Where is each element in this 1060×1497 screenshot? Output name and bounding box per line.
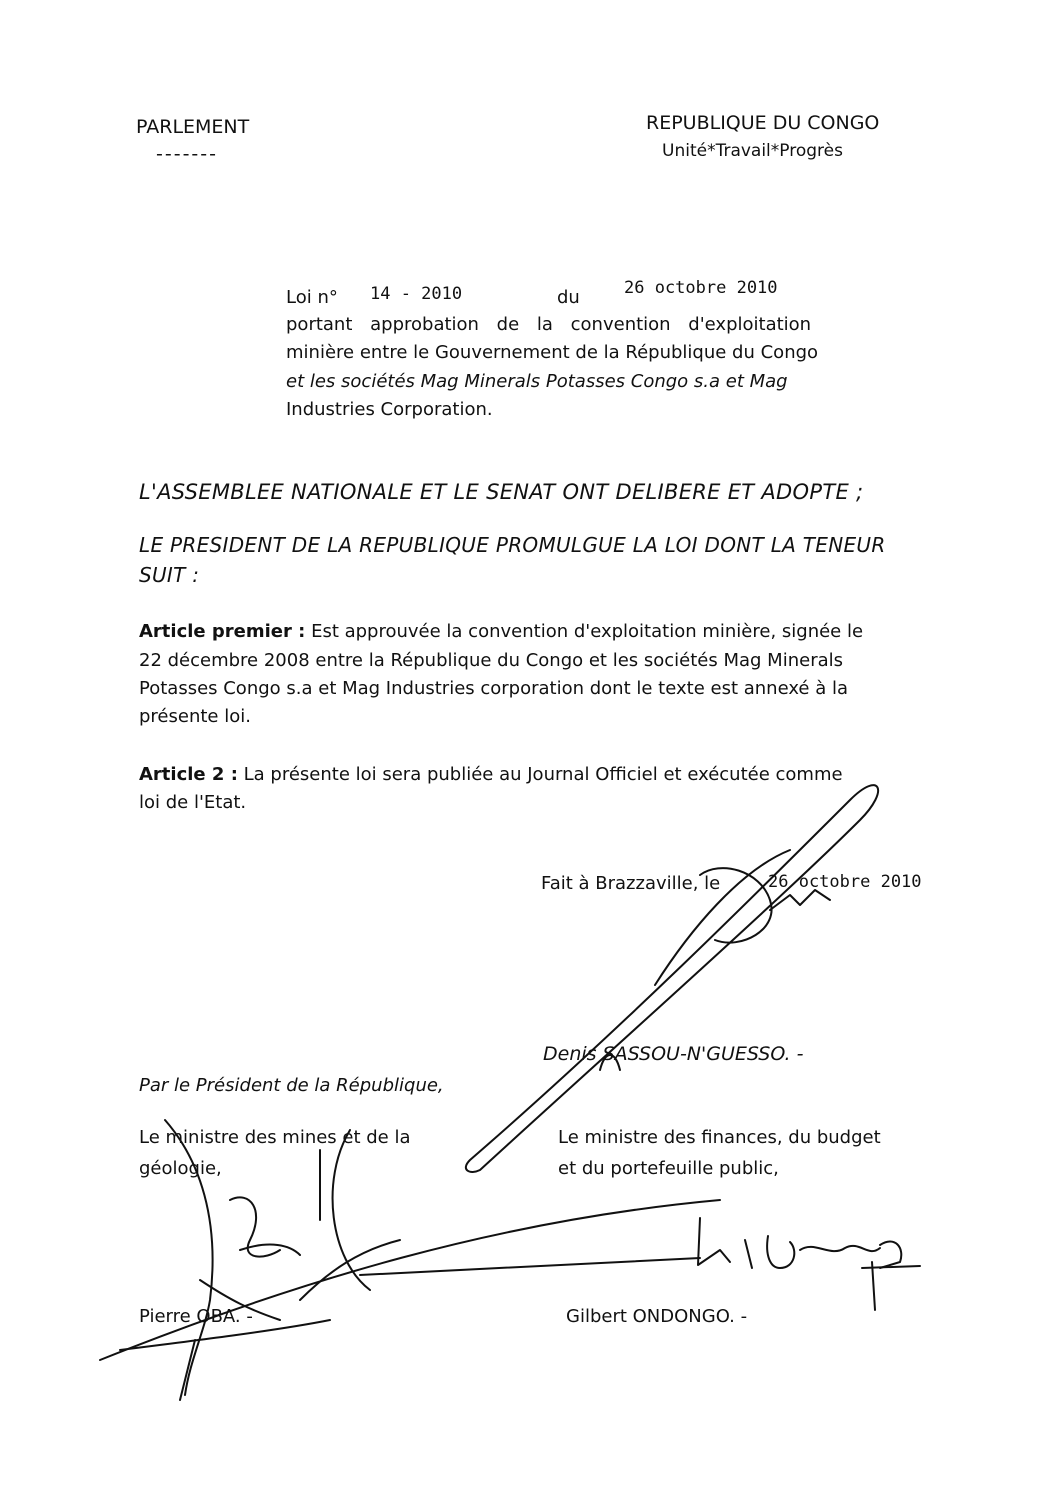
minister-mines-name: Pierre OBA. - bbox=[139, 1306, 253, 1327]
finance-minister-signature bbox=[880, 1241, 901, 1268]
republic-motto: Unité*Travail*Progrès bbox=[662, 141, 843, 161]
minister-finance-title: et du portefeuille public, bbox=[558, 1158, 779, 1179]
mines-minister-signature bbox=[240, 1245, 300, 1255]
finance-minister-signature bbox=[698, 1218, 730, 1265]
finance-minister-signature bbox=[767, 1236, 794, 1268]
article-2-line: loi de l'Etat. bbox=[139, 792, 247, 813]
article-2-text: La présente loi sera publiée au Journal Officiel et exécutée comme bbox=[237, 764, 843, 785]
law-subject-line: minière entre le Gouvernement de la République du Congo bbox=[286, 342, 819, 363]
parliament-rule: ------- bbox=[156, 143, 218, 165]
preamble-line: L'ASSEMBLEE NATIONALE ET LE SENAT ONT DELIBERE ET ADOPTE ; bbox=[139, 480, 864, 504]
article-1-line: présente loi. bbox=[139, 706, 251, 727]
law-subject-line: et les sociétés Mag Minerals Potasses Congo s.a et Mag bbox=[286, 371, 788, 392]
law-number: 14 - 2010 bbox=[370, 284, 463, 304]
law-subject-line: Industries Corporation. bbox=[286, 399, 493, 420]
finance-minister-signature bbox=[745, 1240, 752, 1268]
minister-mines-title: Le ministre des mines et de la bbox=[139, 1127, 411, 1148]
law-date: 26 octobre 2010 bbox=[624, 278, 778, 298]
law-subject-line: portant approbation de la convention d'exploitation bbox=[286, 314, 812, 335]
minister-finance-name: Gilbert ONDONGO. - bbox=[566, 1306, 748, 1327]
republic-title: REPUBLIQUE DU CONGO bbox=[646, 112, 880, 134]
finance-minister-signature bbox=[800, 1246, 880, 1251]
by-president: Par le Président de la République, bbox=[139, 1075, 444, 1096]
minister-mines-title: géologie, bbox=[139, 1158, 222, 1179]
law-du: du bbox=[557, 287, 580, 308]
article-2-line bbox=[139, 761, 843, 790]
mines-minister-signature bbox=[100, 1200, 720, 1360]
article-1-label: Article premier : bbox=[139, 621, 306, 642]
president-signature bbox=[466, 785, 878, 1172]
preamble-line: SUIT : bbox=[139, 563, 200, 587]
preamble-line: LE PRESIDENT DE LA REPUBLIQUE PROMULGUE LA LOI DONT LA TENEUR bbox=[139, 533, 886, 557]
mines-minister-signature bbox=[333, 1130, 370, 1290]
article-2-label: Article 2 : bbox=[139, 764, 238, 785]
minister-finance-title: Le ministre des finances, du budget bbox=[558, 1127, 881, 1148]
article-1-text: Est approuvée la convention d'exploitation minière, signée le bbox=[305, 621, 864, 642]
mines-minister-signature bbox=[230, 1197, 280, 1256]
parliament-title: PARLEMENT bbox=[136, 116, 250, 138]
finance-minister-signature bbox=[360, 1258, 700, 1275]
article-1-line: 22 décembre 2008 entre la République du Congo et les sociétés Mag Minerals bbox=[139, 650, 844, 671]
signing-place: Fait à Brazzaville, le bbox=[541, 873, 721, 894]
president-signature bbox=[770, 890, 830, 910]
president-name: Denis SASSOU-N'GUESSO. - bbox=[543, 1043, 804, 1065]
article-1-line: Potasses Congo s.a et Mag Industries corporation dont le texte est annexé à la bbox=[139, 678, 849, 699]
finance-minister-signature bbox=[872, 1262, 875, 1310]
law-prefix: Loi n° bbox=[286, 287, 338, 308]
article-1-line bbox=[139, 618, 863, 647]
mines-minister-signature bbox=[180, 1340, 195, 1400]
signing-date: 26 octobre 2010 bbox=[768, 872, 922, 892]
mines-minister-signature bbox=[300, 1240, 400, 1300]
finance-minister-signature bbox=[862, 1266, 920, 1268]
